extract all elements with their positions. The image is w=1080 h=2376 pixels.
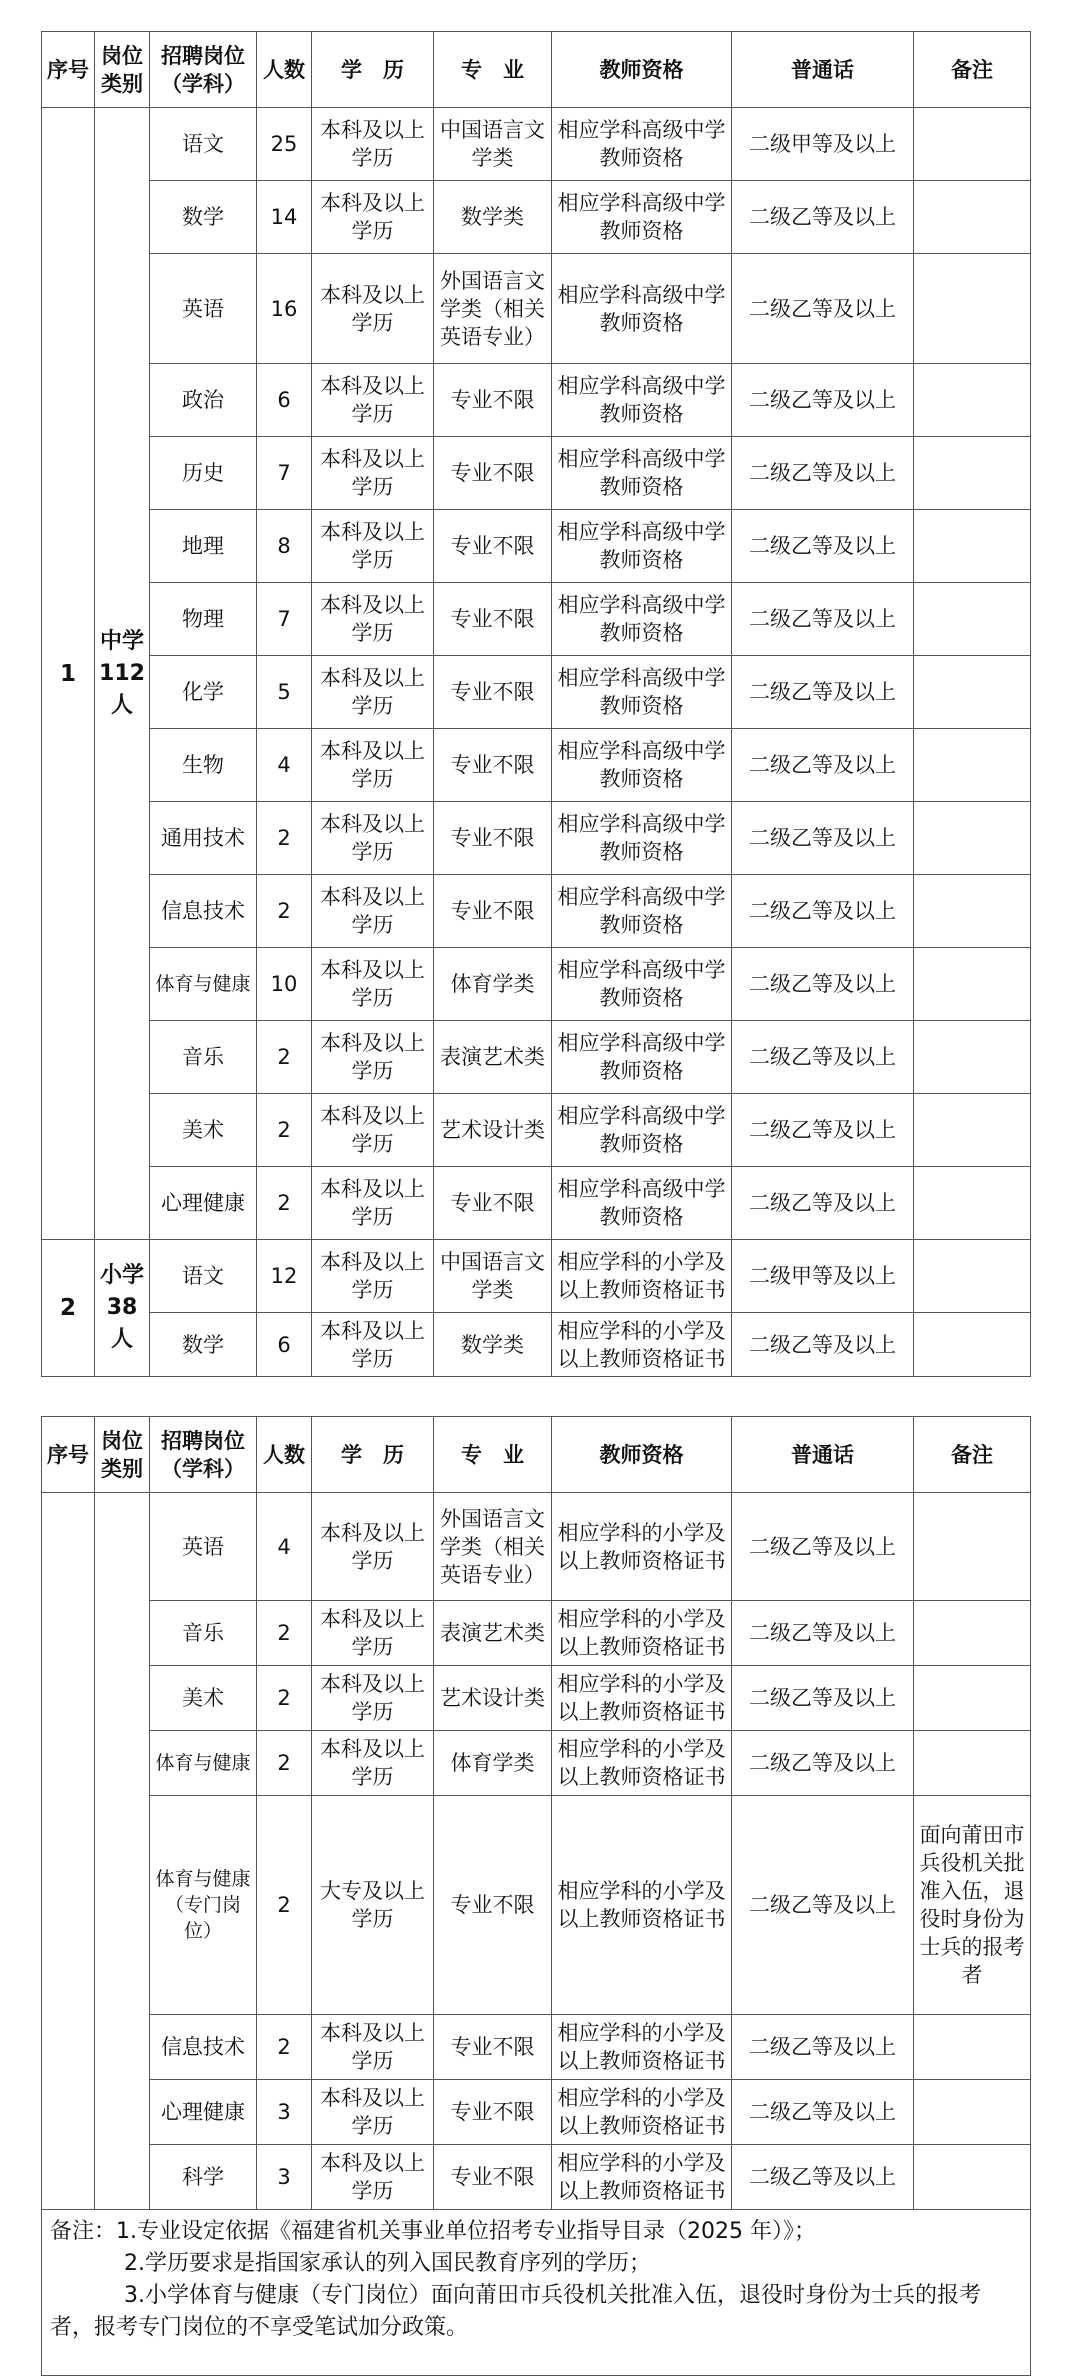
table-row: [42, 1167, 1031, 1240]
table-row: [42, 1313, 1031, 1377]
major-cell: 专业不限: [434, 1796, 552, 2015]
major-cell: 专业不限: [434, 364, 552, 437]
subject-cell: 数学: [150, 1313, 257, 1377]
table-row: [42, 1094, 1031, 1167]
subject-cell: 体育与健康（专门岗位）: [150, 1796, 257, 2015]
table-row: [42, 1731, 1031, 1796]
count-cell: 2: [257, 1167, 312, 1240]
seq-cell: 1: [42, 108, 95, 1240]
remarks-cell: [914, 656, 1031, 729]
education-cell: 本科及以上学历: [312, 1021, 434, 1094]
remarks-cell: [914, 1094, 1031, 1167]
count-cell: 7: [257, 437, 312, 510]
header-seq: 序号: [42, 1417, 95, 1493]
header-mandarin: 普通话: [732, 32, 914, 108]
category-cell: 小学 38 人: [95, 1240, 150, 1377]
major-cell: 专业不限: [434, 2080, 552, 2145]
major-cell: 专业不限: [434, 729, 552, 802]
remarks-cell: [914, 1021, 1031, 1094]
qualification-cell: 相应学科高级中学教师资格: [552, 181, 732, 254]
education-cell: 本科及以上学历: [312, 948, 434, 1021]
header-subject: 招聘岗位 （学科）: [150, 32, 257, 108]
header-qualification: 教师资格: [552, 1417, 732, 1493]
major-cell: 专业不限: [434, 802, 552, 875]
count-cell: 16: [257, 254, 312, 364]
count-cell: 10: [257, 948, 312, 1021]
major-cell: 体育学类: [434, 1731, 552, 1796]
count-cell: 4: [257, 1493, 312, 1601]
header-major: 专 业: [434, 32, 552, 108]
note-line: 2.学历要求是指国家承认的列入国民教育序列的学历；: [124, 2251, 651, 2276]
education-cell: 本科及以上学历: [312, 437, 434, 510]
remarks-cell: [914, 802, 1031, 875]
qualification-cell: 相应学科高级中学教师资格: [552, 437, 732, 510]
table-row: [42, 108, 1031, 181]
education-cell: 本科及以上学历: [312, 1240, 434, 1313]
header-education: 学 历: [312, 32, 434, 108]
table-row: [42, 510, 1031, 583]
qualification-cell: 相应学科高级中学教师资格: [552, 656, 732, 729]
table-row: [42, 1666, 1031, 1731]
header-remarks: 备注: [914, 1417, 1031, 1493]
remarks-cell: [914, 2015, 1031, 2080]
qualification-cell: 相应学科的小学及以上教师资格证书: [552, 2015, 732, 2080]
education-cell: 本科及以上学历: [312, 2080, 434, 2145]
mandarin-cell: 二级乙等及以上: [732, 510, 914, 583]
education-cell: 本科及以上学历: [312, 1313, 434, 1377]
education-cell: 本科及以上学历: [312, 2015, 434, 2080]
remarks-cell: [914, 1731, 1031, 1796]
header-remarks: 备注: [914, 32, 1031, 108]
education-cell: 本科及以上学历: [312, 729, 434, 802]
subject-cell: 政治: [150, 364, 257, 437]
table-row: [42, 2080, 1031, 2145]
remarks-cell: [914, 948, 1031, 1021]
count-cell: 6: [257, 1313, 312, 1377]
mandarin-cell: 二级乙等及以上: [732, 1167, 914, 1240]
note-line: 者，报考专门岗位的不享受笔试加分政策。: [50, 2315, 469, 2340]
mandarin-cell: 二级乙等及以上: [732, 729, 914, 802]
mandarin-cell: 二级乙等及以上: [732, 1731, 914, 1796]
education-cell: 本科及以上学历: [312, 108, 434, 181]
mandarin-cell: 二级乙等及以上: [732, 364, 914, 437]
remarks-cell: [914, 1167, 1031, 1240]
remarks-cell: [914, 1313, 1031, 1377]
remarks-cell: [914, 1240, 1031, 1313]
education-cell: 本科及以上学历: [312, 1731, 434, 1796]
subject-cell: 信息技术: [150, 2015, 257, 2080]
subject-cell: 化学: [150, 656, 257, 729]
major-cell: 专业不限: [434, 1167, 552, 1240]
header-qualification: 教师资格: [552, 32, 732, 108]
remarks-cell: [914, 2145, 1031, 2210]
major-cell: 数学类: [434, 181, 552, 254]
table-row: [42, 2015, 1031, 2080]
education-cell: 本科及以上学历: [312, 656, 434, 729]
table-row: [42, 948, 1031, 1021]
category-cell: 中学 112 人: [95, 108, 150, 1240]
major-cell: 外国语言文学类（相关英语专业）: [434, 254, 552, 364]
remarks-cell: [914, 2080, 1031, 2145]
mandarin-cell: 二级乙等及以上: [732, 2080, 914, 2145]
remarks-cell: [914, 254, 1031, 364]
table-row: [42, 181, 1031, 254]
count-cell: 8: [257, 510, 312, 583]
subject-cell: 科学: [150, 2145, 257, 2210]
mandarin-cell: 二级乙等及以上: [732, 1094, 914, 1167]
table-row: [42, 729, 1031, 802]
mandarin-cell: 二级乙等及以上: [732, 254, 914, 364]
header-count: 人数: [257, 32, 312, 108]
table-header-row: [42, 1417, 1031, 1493]
subject-cell: 信息技术: [150, 875, 257, 948]
count-cell: 2: [257, 1796, 312, 2015]
qualification-cell: 相应学科高级中学教师资格: [552, 254, 732, 364]
subject-cell: 通用技术: [150, 802, 257, 875]
remarks-cell: 面向莆田市兵役机关批准入伍，退役时身份为士兵的报考者: [914, 1796, 1031, 2015]
count-cell: 2: [257, 802, 312, 875]
mandarin-cell: 二级甲等及以上: [732, 108, 914, 181]
education-cell: 本科及以上学历: [312, 1167, 434, 1240]
major-cell: 专业不限: [434, 656, 552, 729]
qualification-cell: 相应学科高级中学教师资格: [552, 875, 732, 948]
header-major: 专 业: [434, 1417, 552, 1493]
count-cell: 14: [257, 181, 312, 254]
mandarin-cell: 二级乙等及以上: [732, 875, 914, 948]
table-row: [42, 2145, 1031, 2210]
qualification-cell: 相应学科高级中学教师资格: [552, 510, 732, 583]
major-cell: 专业不限: [434, 2015, 552, 2080]
major-cell: 专业不限: [434, 2145, 552, 2210]
major-cell: 表演艺术类: [434, 1601, 552, 1666]
qualification-cell: 相应学科高级中学教师资格: [552, 364, 732, 437]
count-cell: 6: [257, 364, 312, 437]
mandarin-cell: 二级乙等及以上: [732, 1796, 914, 2015]
count-cell: 2: [257, 875, 312, 948]
count-cell: 5: [257, 656, 312, 729]
major-cell: 体育学类: [434, 948, 552, 1021]
qualification-cell: 相应学科高级中学教师资格: [552, 108, 732, 181]
major-cell: 中国语言文学类: [434, 1240, 552, 1313]
mandarin-cell: 二级乙等及以上: [732, 948, 914, 1021]
recruitment-table-1: [41, 31, 1031, 1377]
table-row: [42, 802, 1031, 875]
table-row: [42, 1796, 1031, 2015]
remarks-cell: [914, 729, 1031, 802]
count-cell: 7: [257, 583, 312, 656]
remarks-cell: [914, 437, 1031, 510]
remarks-cell: [914, 364, 1031, 437]
education-cell: 本科及以上学历: [312, 1094, 434, 1167]
remarks-cell: [914, 108, 1031, 181]
qualification-cell: 相应学科的小学及以上教师资格证书: [552, 1240, 732, 1313]
education-cell: 本科及以上学历: [312, 254, 434, 364]
mandarin-cell: 二级乙等及以上: [732, 1021, 914, 1094]
count-cell: 2: [257, 1731, 312, 1796]
header-category: 岗位 类别: [95, 1417, 150, 1493]
note-line: 3.小学体育与健康（专门岗位）面向莆田市兵役机关批准入伍，退役时身份为士兵的报考: [124, 2283, 981, 2308]
education-cell: 大专及以上学历: [312, 1796, 434, 2015]
count-cell: 2: [257, 1021, 312, 1094]
subject-cell: 地理: [150, 510, 257, 583]
count-cell: 4: [257, 729, 312, 802]
major-cell: 专业不限: [434, 875, 552, 948]
qualification-cell: 相应学科高级中学教师资格: [552, 802, 732, 875]
education-cell: 本科及以上学历: [312, 510, 434, 583]
table-row: [42, 437, 1031, 510]
count-cell: 2: [257, 2015, 312, 2080]
major-cell: 专业不限: [434, 437, 552, 510]
mandarin-cell: 二级乙等及以上: [732, 1493, 914, 1601]
subject-cell: 英语: [150, 254, 257, 364]
subject-cell: 历史: [150, 437, 257, 510]
qualification-cell: 相应学科高级中学教师资格: [552, 1167, 732, 1240]
table-header-row: [42, 32, 1031, 108]
remarks-cell: [914, 181, 1031, 254]
qualification-cell: 相应学科的小学及以上教师资格证书: [552, 2080, 732, 2145]
header-count: 人数: [257, 1417, 312, 1493]
mandarin-cell: 二级乙等及以上: [732, 802, 914, 875]
mandarin-cell: 二级乙等及以上: [732, 583, 914, 656]
note-line: 备注：1.专业设定依据《福建省机关事业单位招考专业指导目录（2025 年）》；: [50, 2219, 816, 2244]
major-cell: 外国语言文学类（相关英语专业）: [434, 1493, 552, 1601]
count-cell: 2: [257, 1601, 312, 1666]
header-education: 学 历: [312, 1417, 434, 1493]
education-cell: 本科及以上学历: [312, 1493, 434, 1601]
subject-cell: 数学: [150, 181, 257, 254]
mandarin-cell: 二级乙等及以上: [732, 1666, 914, 1731]
subject-cell: 体育与健康: [150, 1731, 257, 1796]
remarks-cell: [914, 583, 1031, 656]
recruitment-table-2: [41, 1416, 1031, 2376]
major-cell: 艺术设计类: [434, 1666, 552, 1731]
qualification-cell: 相应学科的小学及以上教师资格证书: [552, 1601, 732, 1666]
remarks-cell: [914, 1666, 1031, 1731]
subject-cell: 心理健康: [150, 1167, 257, 1240]
remarks-cell: [914, 510, 1031, 583]
mandarin-cell: 二级乙等及以上: [732, 181, 914, 254]
table-row: [42, 1240, 1031, 1313]
remarks-cell: [914, 875, 1031, 948]
mandarin-cell: 二级乙等及以上: [732, 437, 914, 510]
category-cell: [95, 1493, 150, 2210]
table-row: [42, 656, 1031, 729]
count-cell: 2: [257, 1094, 312, 1167]
table-row: [42, 364, 1031, 437]
education-cell: 本科及以上学历: [312, 1666, 434, 1731]
subject-cell: 英语: [150, 1493, 257, 1601]
qualification-cell: 相应学科的小学及以上教师资格证书: [552, 1796, 732, 2015]
major-cell: 专业不限: [434, 510, 552, 583]
remarks-cell: [914, 1601, 1031, 1666]
header-subject: 招聘岗位 （学科）: [150, 1417, 257, 1493]
education-cell: 本科及以上学历: [312, 181, 434, 254]
qualification-cell: 相应学科高级中学教师资格: [552, 583, 732, 656]
subject-cell: 物理: [150, 583, 257, 656]
education-cell: 本科及以上学历: [312, 875, 434, 948]
education-cell: 本科及以上学历: [312, 2145, 434, 2210]
subject-cell: 心理健康: [150, 2080, 257, 2145]
notes-cell: [42, 2210, 1031, 2376]
qualification-cell: 相应学科高级中学教师资格: [552, 729, 732, 802]
major-cell: 专业不限: [434, 583, 552, 656]
qualification-cell: 相应学科高级中学教师资格: [552, 1094, 732, 1167]
header-seq: 序号: [42, 32, 95, 108]
subject-cell: 体育与健康: [150, 948, 257, 1021]
qualification-cell: 相应学科高级中学教师资格: [552, 1021, 732, 1094]
header-mandarin: 普通话: [732, 1417, 914, 1493]
count-cell: 3: [257, 2080, 312, 2145]
mandarin-cell: 二级乙等及以上: [732, 656, 914, 729]
table-row: [42, 1021, 1031, 1094]
major-cell: 数学类: [434, 1313, 552, 1377]
education-cell: 本科及以上学历: [312, 1601, 434, 1666]
table-row: [42, 1601, 1031, 1666]
count-cell: 2: [257, 1666, 312, 1731]
mandarin-cell: 二级乙等及以上: [732, 1313, 914, 1377]
subject-cell: 音乐: [150, 1601, 257, 1666]
table-row: [42, 1493, 1031, 1601]
education-cell: 本科及以上学历: [312, 802, 434, 875]
qualification-cell: 相应学科的小学及以上教师资格证书: [552, 1493, 732, 1601]
subject-cell: 音乐: [150, 1021, 257, 1094]
subject-cell: 美术: [150, 1666, 257, 1731]
seq-cell: [42, 1493, 95, 2210]
seq-cell: 2: [42, 1240, 95, 1377]
table-row: [42, 875, 1031, 948]
qualification-cell: 相应学科的小学及以上教师资格证书: [552, 2145, 732, 2210]
major-cell: 艺术设计类: [434, 1094, 552, 1167]
major-cell: 中国语言文学类: [434, 108, 552, 181]
mandarin-cell: 二级乙等及以上: [732, 2015, 914, 2080]
subject-cell: 生物: [150, 729, 257, 802]
mandarin-cell: 二级乙等及以上: [732, 2145, 914, 2210]
table-row: [42, 254, 1031, 364]
education-cell: 本科及以上学历: [312, 583, 434, 656]
qualification-cell: 相应学科的小学及以上教师资格证书: [552, 1666, 732, 1731]
remarks-cell: [914, 1493, 1031, 1601]
subject-cell: 美术: [150, 1094, 257, 1167]
qualification-cell: 相应学科的小学及以上教师资格证书: [552, 1313, 732, 1377]
subject-cell: 语文: [150, 108, 257, 181]
count-cell: 3: [257, 2145, 312, 2210]
table-row: [42, 583, 1031, 656]
mandarin-cell: 二级甲等及以上: [732, 1240, 914, 1313]
qualification-cell: 相应学科高级中学教师资格: [552, 948, 732, 1021]
subject-cell: 语文: [150, 1240, 257, 1313]
count-cell: 12: [257, 1240, 312, 1313]
header-category: 岗位 类别: [95, 32, 150, 108]
mandarin-cell: 二级乙等及以上: [732, 1601, 914, 1666]
education-cell: 本科及以上学历: [312, 364, 434, 437]
qualification-cell: 相应学科的小学及以上教师资格证书: [552, 1731, 732, 1796]
count-cell: 25: [257, 108, 312, 181]
major-cell: 表演艺术类: [434, 1021, 552, 1094]
